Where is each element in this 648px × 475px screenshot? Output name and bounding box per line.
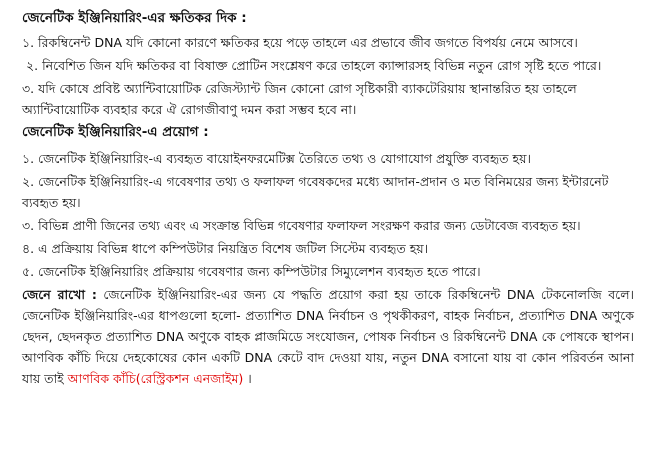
application-item-2: ২. জেনেটিক ইঞ্জিনিয়ারিং-এ গবেষণার তথ্য ও ফলাফল গবেষকদের মধ্যে আদান-প্রদান ও মত বিনিময়ের জন্য ইন্টারনেট ব্যবহৃত হয়।: [22, 174, 609, 210]
application-item-3: ৩. বিভিন্ন প্রাণী জিনের তথ্য এবং এ সংক্রান্ত বিভিন্ন গবেষণার ফলাফল সংরক্ষণ করার জন্য ডেটাবেজ ব্যবহৃত হয়।: [22, 218, 581, 233]
application-item-5: ৫. জেনেটিক ইঞ্জিনিয়ারিং প্রক্রিয়ায় গবেষণার জন্য কম্পিউটার সিম্যুলেশন ব্যবহৃত হতে পারে।: [22, 264, 481, 279]
note-label: জেনে রাখো :: [22, 287, 97, 302]
application-item-1: ১. জেনেটিক ইঞ্জিনিয়ারিং-এ ব্যবহৃত বায়োইনফরমেটিক্স তৈরিতে তথ্য ও যোগাযোগ প্রযুক্তি ব্যবহৃত হয়।: [22, 151, 531, 166]
note-highlight-term: আণবিক কাঁচি(রেস্ট্রিকশন এনজাইম): [67, 371, 244, 386]
note-tail: ।: [243, 371, 252, 386]
harmful-effect-item-3: ৩. যদি কোষে প্রবিষ্ট অ্যান্টিবায়োটিক রেজিস্ট্যান্ট জিন কোনো রোগ সৃষ্টিকারী ব্যাকটেরিয়ায় স্থানান্তরিত হয় তাহলে অ্যান্টিবায়োটিক ব্যবহার করে ঐ রোগজীবাণু দমন করা সম্ভব হবে না।: [22, 81, 577, 117]
section-heading-applications: জেনেটিক ইঞ্জিনিয়ারিং-এ প্রয়োগ :: [22, 124, 209, 140]
section-heading-harmful-effects: জেনেটিক ইঞ্জিনিয়ারিং-এর ক্ষতিকর দিক :: [22, 10, 247, 26]
harmful-effect-item-1: ১. রিকম্বিনেন্ট DNA যদি কোনো কারণে ক্ষতিকর হয়ে পড়ে তাহলে এর প্রভাবে জীব জগতে বিপর্যয় নেমে আসবে।: [22, 35, 578, 50]
harmful-effect-item-2: ২. নিবেশিত জিন যদি ক্ষতিকর বা বিষাক্ত প্রোটিন সংশ্লেষণ করে তাহলে ক্যান্সারসহ বিভিন্ন নতুন রোগ সৃষ্টি হতে পারে।: [26, 58, 602, 73]
note-body: জেনেটিক ইঞ্জিনিয়ারিং-এর জন্য যে পদ্ধতি প্রয়োগ করা হয় তাকে রিকম্বিনেন্ট DNA টেকনোলজি বলে। জেনেটিক ইঞ্জিনিয়ারিং-এর ধাপগুলো হলো- প্রত্যাশিত DNA নির্বাচন ও পৃথকীকরণ, বাহক নির্বাচন, প্রত্যাশিত DNA অণুকে ছেদন, ছেদনকৃত প্রত্যাশিত DNA অণুকে বাহক প্লাজমিডে সংযোজন, পোষক নির্বাচন ও রিকম্বিনেন্ট DNA কে পোষকে স্থাপন। আণবিক কাঁচি দিয়ে দেহকোষের কোন একটি DNA কেটে বাদ দেওয়া যায়, নতুন DNA বসানো যায় বা কোন পরিবর্তন আনা যায় তাই: [22, 287, 634, 386]
note-paragraph: [22, 284, 634, 389]
application-item-4: ৪. এ প্রক্রিয়ায় বিভিন্ন ধাপে কম্পিউটার নিয়ন্ত্রিত বিশেষ জটিল সিস্টেম ব্যবহৃত হয়।: [22, 241, 429, 256]
